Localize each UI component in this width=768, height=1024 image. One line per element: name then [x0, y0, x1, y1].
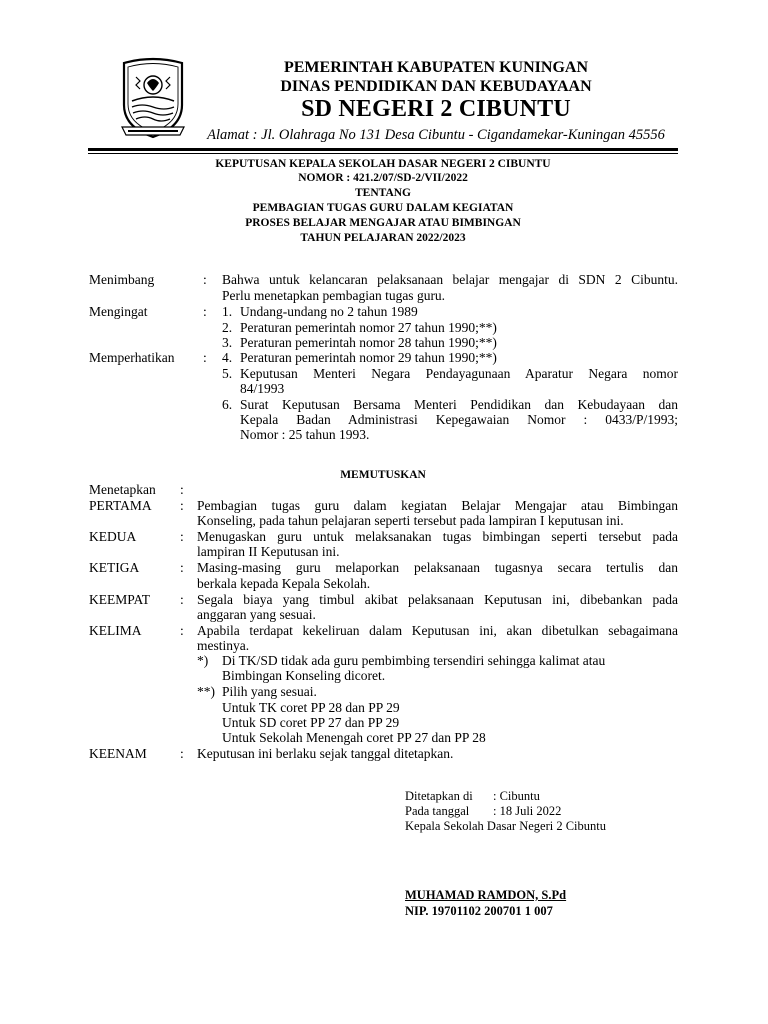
school-address: Alamat : Jl. Olahraga No 131 Desa Cibuntu - Cigandamekar-Kuningan 45556 [207, 127, 665, 143]
decree-subject-line: PROSES BELAJAR MENGAJAR ATAU BIMBINGAN [245, 217, 521, 229]
footnote-mark: **) [197, 684, 215, 699]
mengingat-colon: : [203, 304, 207, 319]
decree-title: KEPUTUSAN KEPALA SEKOLAH DASAR NEGERI 2 CIBUNTU [215, 158, 551, 170]
government-name: PEMERINTAH KABUPATEN KUNINGAN [283, 59, 588, 76]
tanggal-label: Pada tanggal [405, 804, 470, 818]
ketiga-colon: : [180, 560, 184, 575]
keempat-label: KEEMPAT [89, 592, 151, 607]
letterhead-rule-thin [88, 153, 678, 154]
footnote-sub: Untuk SD coret PP 27 dan PP 29 [222, 715, 400, 730]
pertama-text: Konseling, pada tahun pelajaran seperti tersebut pada lampiran I keputusan ini. [197, 513, 624, 528]
keempat-colon: : [180, 592, 184, 607]
list-item: Surat Keputusan Bersama Menteri Pendidikan dan Kebudayaan dan [240, 397, 678, 412]
ketiga-label: KETIGA [89, 560, 140, 575]
list-item: Kepala Badan Administrasi Kepegawaian Nomor : 0433/P/1993; [240, 412, 678, 427]
kelima-text: Apabila terdapat kekeliruan dalam Keputusan ini, akan dibetulkan sebagaimana [197, 623, 678, 638]
decree-tentang: TENTANG [354, 187, 412, 199]
list-item: Peraturan pemerintah nomor 28 tahun 1990;**) [240, 335, 497, 350]
list-number: 3. [222, 335, 233, 350]
list-item: Undang-undang no 2 tahun 1989 [240, 304, 418, 319]
pertama-label: PERTAMA [89, 498, 152, 513]
ketiga-text: berkala kepada Kepala Sekolah. [197, 576, 371, 591]
keenam-colon: : [180, 746, 184, 761]
kelima-text: mestinya. [197, 638, 250, 653]
signatory-nip: NIP. 19701102 200701 1 007 [405, 904, 553, 918]
footnote-sub: Untuk Sekolah Menengah coret PP 27 dan PP 28 [222, 730, 486, 745]
kedua-colon: : [180, 529, 184, 544]
tanggal-value: : 18 Juli 2022 [493, 804, 562, 818]
menimbang-label: Menimbang [89, 272, 155, 287]
decree-subject-year: TAHUN PELAJARAN 2022/2023 [300, 232, 466, 244]
keenam-label: KEENAM [89, 746, 147, 761]
list-number: 1. [222, 304, 233, 319]
list-item: Peraturan pemerintah nomor 27 tahun 1990;**) [240, 320, 497, 335]
memperhatikan-label: Memperhatikan [89, 350, 175, 365]
kedua-text: Menugaskan guru untuk melaksanakan tugas bimbingan seperti tersebut pada [197, 529, 678, 544]
keempat-text: Segala biaya yang timbul akibat pelaksanaan Keputusan ini, dibebankan pada [197, 592, 678, 607]
footnote-text: Di TK/SD tidak ada guru pembimbing tersendiri sehingga kalimat atau [222, 653, 606, 668]
memutuskan-heading: MEMUTUSKAN [340, 469, 426, 481]
decree-number: NOMOR : 421.2/07/SD-2/VII/2022 [298, 172, 468, 184]
kelima-label: KELIMA [89, 623, 142, 638]
menimbang-text: Perlu menetapkan pembagian tugas guru. [222, 288, 446, 303]
list-item: 84/1993 [240, 381, 285, 396]
school-name: SD NEGERI 2 CIBUNTU [301, 96, 571, 122]
keempat-text: anggaran yang sesuai. [197, 607, 316, 622]
pertama-text: Pembagian tugas guru dalam kegiatan Belajar Mengajar atau Bimbingan [197, 498, 678, 513]
kedua-text: lampiran II Keputusan ini. [197, 544, 340, 559]
footnote-text: Bimbingan Konseling dicoret. [222, 668, 386, 683]
list-item: Nomor : 25 tahun 1993. [240, 427, 370, 442]
menimbang-text: Bahwa untuk kelancaran pelaksanaan belajar mengajar di SDN 2 Cibuntu. [222, 272, 678, 287]
list-number: 4. [222, 350, 233, 365]
signatory-position: Kepala Sekolah Dasar Negeri 2 Cibuntu [405, 819, 606, 833]
list-item: Keputusan Menteri Negara Pendayagunaan Aparatur Negara nomor [240, 366, 678, 381]
kuningan-crest-icon [118, 57, 188, 141]
ditetapkan-label: Ditetapkan di [405, 789, 473, 803]
keenam-text: Keputusan ini berlaku sejak tanggal ditetapkan. [197, 746, 454, 761]
list-item: Peraturan pemerintah nomor 29 tahun 1990;**) [240, 350, 497, 365]
footnote-sub: Untuk TK coret PP 28 dan PP 29 [222, 700, 400, 715]
signatory-name: MUHAMAD RAMDON, S.Pd [405, 888, 567, 902]
ditetapkan-value: : Cibuntu [493, 789, 540, 803]
ketiga-text: Masing-masing guru melaporkan pelaksanaan tugasnya secara tertulis dan [197, 560, 678, 575]
department-name: DINAS PENDIDIKAN DAN KEBUDAYAAN [280, 78, 592, 95]
decree-subject-line: PEMBAGIAN TUGAS GURU DALAM KEGIATAN [252, 202, 514, 214]
list-number: 2. [222, 320, 233, 335]
kedua-label: KEDUA [89, 529, 137, 544]
list-number: 5. [222, 366, 233, 381]
mengingat-label: Mengingat [89, 304, 148, 319]
footnote-mark: *) [197, 653, 209, 668]
footnote-text: Pilih yang sesuai. [222, 684, 317, 699]
letterhead-rule-thick [88, 148, 678, 151]
list-number: 6. [222, 397, 233, 412]
pertama-colon: : [180, 498, 184, 513]
menetapkan-colon: : [180, 482, 184, 497]
kelima-colon: : [180, 623, 184, 638]
menetapkan-label: Menetapkan [89, 482, 156, 497]
menimbang-colon: : [203, 272, 207, 287]
memperhatikan-colon: : [203, 350, 207, 365]
